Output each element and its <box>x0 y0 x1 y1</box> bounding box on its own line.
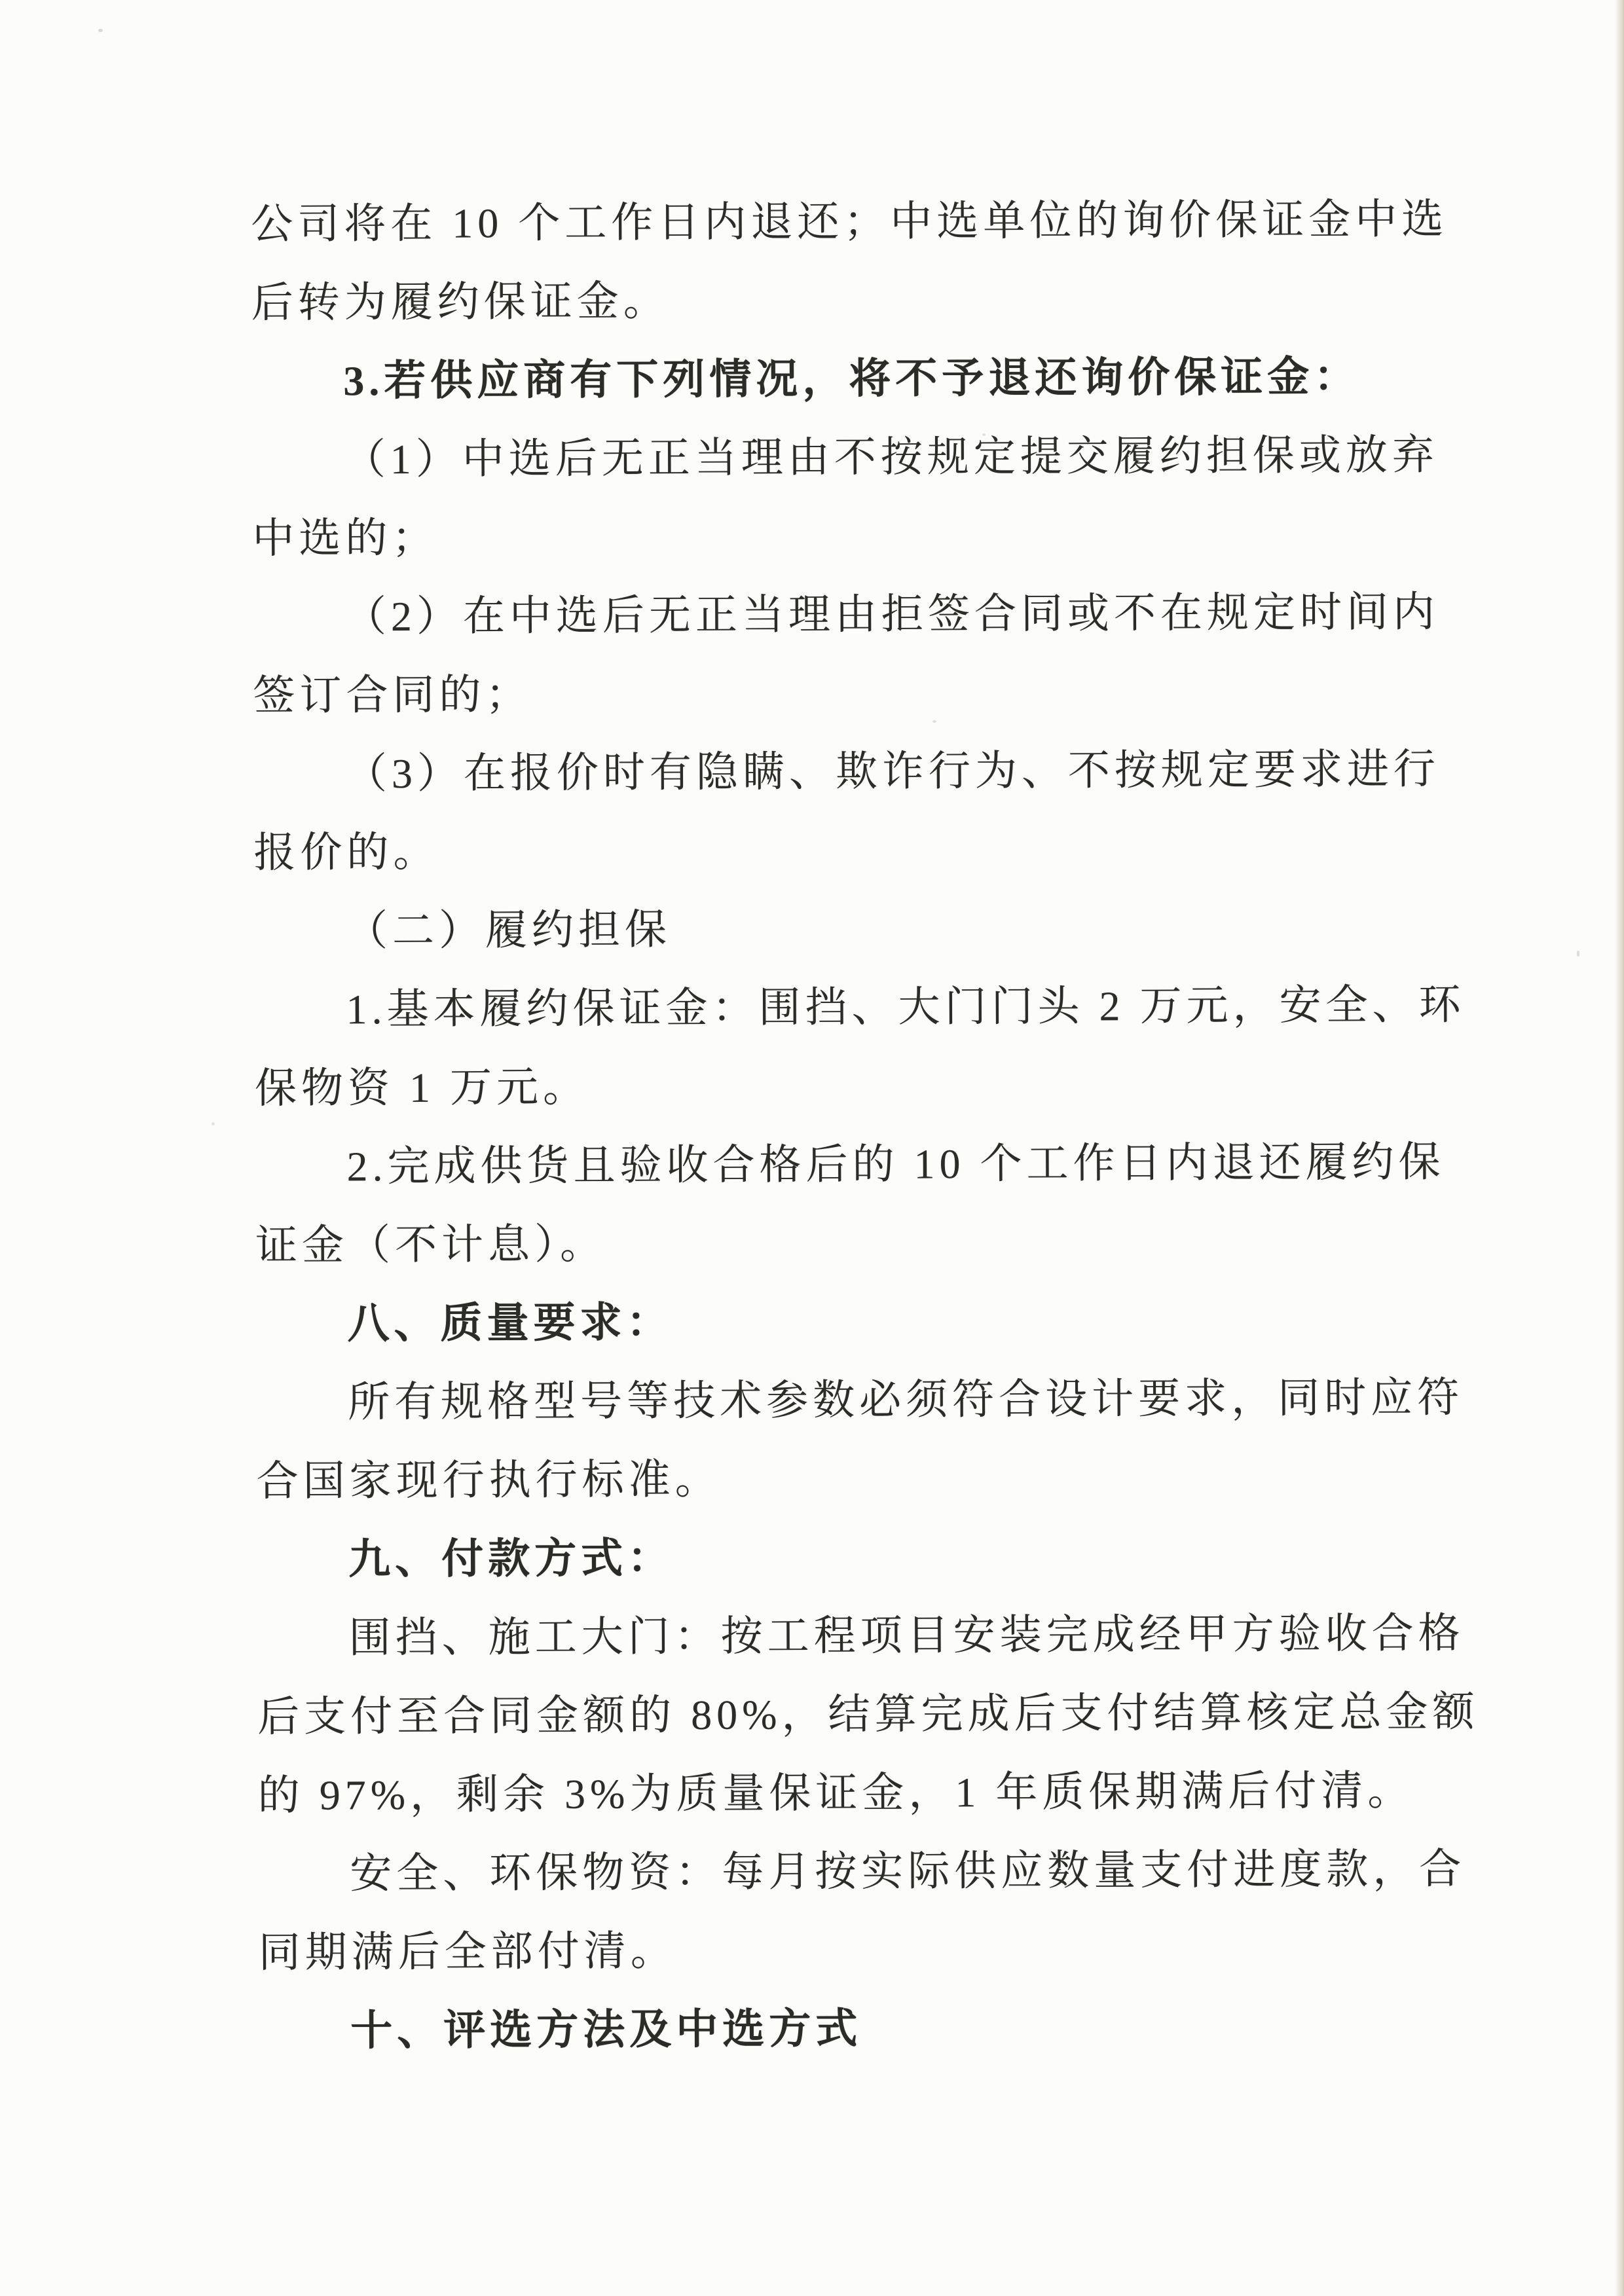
text-line: 后转为履约保证金。 <box>251 278 670 326</box>
text-line: 签订合同的； <box>253 671 532 719</box>
text-line: （二）履约担保 <box>345 906 672 955</box>
text-line: 保物资 1 万元。 <box>254 1063 590 1112</box>
document-body <box>251 181 1479 2071</box>
text-line: 公司将在 10 个工作日内退还；中选单位的询价保证金中选 <box>251 196 1449 247</box>
text-line: （2）在中选后无正当理由拒签合同或不在规定时间内 <box>344 589 1440 640</box>
scan-speck <box>1577 951 1579 957</box>
text-line: 合国家现行执行标准。 <box>256 1455 722 1504</box>
text-line: 十、评选方法及中选方式 <box>350 2005 862 2054</box>
text-line: 的 97%，剩余 3%为质量保证金，1 年质保期满后付清。 <box>257 1767 1414 1819</box>
scan-speck <box>98 29 103 32</box>
text-line: 中选的； <box>252 514 439 562</box>
text-line: 围挡、施工大门：按工程项目安装完成经甲方验收合格 <box>348 1609 1465 1662</box>
scan-speck <box>212 1122 215 1125</box>
text-line: 同期满后全部付清。 <box>258 1927 677 1976</box>
text-line: 八、质量要求： <box>347 1299 673 1347</box>
text-line: 九、付款方式： <box>348 1535 674 1583</box>
text-line: 证金（不计息）。 <box>255 1220 607 1269</box>
text-line: 报价的。 <box>253 828 440 876</box>
paper-edge-shadow <box>1615 0 1624 2296</box>
text-line: 后支付至合同金额的 80%，结算完成后支付结算核定总金额 <box>257 1688 1479 1740</box>
text-line: 2.完成供货且验收合格后的 10 个工作日内退还履约保 <box>346 1139 1445 1190</box>
text-line: 1.基本履约保证金：围挡、大门门头 2 万元，安全、环 <box>346 981 1466 1033</box>
text-line: （3）在报价时有隐瞒、欺诈行为、不按规定要求进行 <box>344 746 1441 797</box>
text-line: 3.若供应商有下列情况，将不予退还询价保证金： <box>343 353 1361 405</box>
text-line: （1）中选后无正当理由不按规定提交履约担保或放弃 <box>343 431 1439 483</box>
text-line: 所有规格型号等技术参数必须符合设计要求，同时应符 <box>347 1374 1464 1426</box>
text-line: 安全、环保物资：每月按实际供应数量支付进度款，合 <box>350 1845 1466 1897</box>
